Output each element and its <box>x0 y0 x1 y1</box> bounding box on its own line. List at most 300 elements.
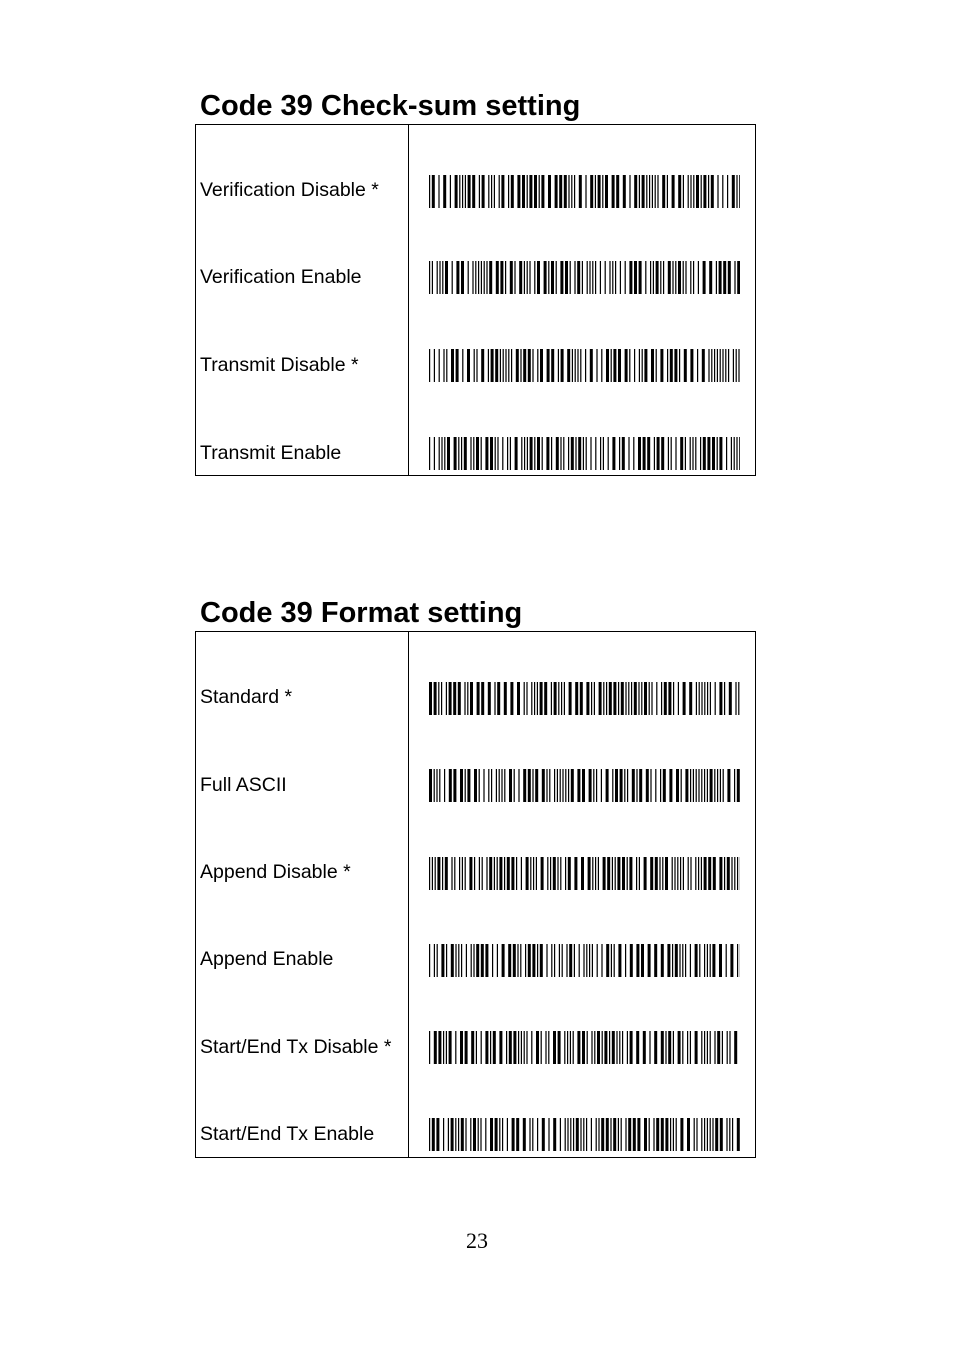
barcode-bar <box>701 1031 702 1064</box>
barcode-bar <box>464 437 467 470</box>
barcode-bar <box>621 682 624 715</box>
barcode-bar <box>568 769 569 802</box>
barcode-bar <box>568 175 569 208</box>
barcode-bar <box>511 857 514 890</box>
barcode-bar <box>618 1118 619 1151</box>
barcode-bar <box>663 769 666 802</box>
barcode-bar <box>567 349 570 382</box>
barcode-bar <box>672 175 675 208</box>
barcode-bar <box>551 437 552 470</box>
barcode-bar <box>497 857 498 890</box>
barcode-bar <box>733 349 734 382</box>
barcode-image[interactable] <box>429 175 740 208</box>
barcode-bar <box>595 437 596 470</box>
barcode-bar <box>660 261 661 294</box>
barcode-bar <box>644 682 647 715</box>
section-title-format: Code 39 Format setting <box>200 597 523 629</box>
barcode-bar <box>710 682 711 715</box>
barcode-bar <box>494 175 495 208</box>
barcode-bar <box>576 1118 579 1151</box>
barcode-bar <box>520 349 521 382</box>
barcode-bar <box>717 349 718 382</box>
barcode-bar <box>603 857 606 890</box>
barcode-bar <box>469 857 472 890</box>
barcode-bar <box>739 175 740 208</box>
barcode-bar <box>723 261 726 294</box>
barcode-bar <box>601 349 602 382</box>
barcode-bar <box>499 1118 500 1151</box>
barcode-bar <box>638 682 639 715</box>
barcode-bar <box>618 944 621 977</box>
barcode-bar <box>565 857 566 890</box>
barcode-bar <box>572 349 573 382</box>
barcode-bar <box>534 437 535 470</box>
barcode-bar <box>722 1031 723 1064</box>
row-label: Transmit Disable * <box>200 354 359 376</box>
barcode-bar <box>591 1031 592 1064</box>
barcode-bar <box>619 437 620 470</box>
barcode-bar <box>553 857 556 890</box>
barcode-bar <box>488 349 489 382</box>
barcode-bar <box>633 1118 636 1151</box>
barcode-bar <box>587 1031 588 1064</box>
barcode-bar <box>680 857 681 890</box>
barcode-bar <box>473 437 474 470</box>
barcode-bar <box>451 1118 454 1151</box>
barcode-bar <box>710 1118 711 1151</box>
barcode-bar <box>628 1118 631 1151</box>
column-divider <box>408 632 409 1157</box>
barcode-bar <box>696 769 697 802</box>
barcode-bar <box>470 682 473 715</box>
barcode-image[interactable] <box>429 437 740 470</box>
barcode-bar <box>571 175 572 208</box>
barcode-bar <box>488 175 489 208</box>
barcode-bar <box>646 769 649 802</box>
barcode-bar <box>661 1118 664 1151</box>
barcode-bar <box>486 261 487 294</box>
barcode-bar <box>530 437 533 470</box>
barcode-bar <box>643 1031 646 1064</box>
barcode-bar <box>441 682 442 715</box>
barcode-bar <box>585 349 586 382</box>
barcode-bar <box>438 682 439 715</box>
barcode-bar <box>521 437 522 470</box>
barcode-bar <box>492 944 493 977</box>
barcode-bar <box>588 857 591 890</box>
barcode-bar <box>471 1031 474 1064</box>
barcode-bar <box>565 261 568 294</box>
barcode-bar <box>429 682 432 715</box>
barcode-bar <box>474 769 477 802</box>
barcode-bar <box>551 261 554 294</box>
barcode-bar <box>726 1118 727 1151</box>
barcode-bar <box>675 944 678 977</box>
barcode-bar <box>601 944 602 977</box>
barcode-bar <box>639 349 640 382</box>
barcode-bar <box>460 1031 463 1064</box>
barcode-bar <box>536 1031 539 1064</box>
barcode-bar <box>481 1031 482 1064</box>
barcode-bar <box>567 1031 568 1064</box>
barcode-bar <box>623 175 626 208</box>
barcode-bar <box>507 857 510 890</box>
barcode-bar <box>507 1118 508 1151</box>
barcode-bar <box>594 682 595 715</box>
row-label: Standard * <box>200 686 293 708</box>
barcode-bar <box>664 682 667 715</box>
barcode-bar <box>696 682 697 715</box>
barcode-bar <box>631 682 632 715</box>
barcode-bar <box>558 349 559 382</box>
barcode-bar <box>615 261 616 294</box>
barcode-bar <box>518 1031 519 1064</box>
barcode-bar <box>442 857 443 890</box>
barcode-bar <box>540 349 543 382</box>
checksum-settings-table <box>195 124 756 476</box>
barcode-bar <box>734 261 735 294</box>
barcode-bar <box>459 175 460 208</box>
barcode-bar <box>624 769 625 802</box>
barcode-bar <box>561 682 562 715</box>
barcode-bar <box>711 175 714 208</box>
barcode-bar <box>482 857 483 890</box>
barcode-bar <box>622 1031 623 1064</box>
barcode-bar <box>429 175 430 208</box>
barcode-bar <box>468 261 469 294</box>
barcode-bar <box>629 261 632 294</box>
barcode-bar <box>542 1118 545 1151</box>
barcode-bar <box>707 769 708 802</box>
barcode-bar <box>727 1031 728 1064</box>
barcode-bar <box>505 349 506 382</box>
barcode-bar <box>488 682 491 715</box>
barcode-bar <box>602 175 603 208</box>
barcode-bar <box>581 857 584 890</box>
barcode-bar <box>443 349 444 382</box>
barcode-bar <box>486 857 487 890</box>
barcode-bar <box>625 944 626 977</box>
barcode-bar <box>671 437 672 470</box>
barcode-bar <box>560 857 561 890</box>
barcode-bar <box>513 944 516 977</box>
barcode-bar <box>696 175 699 208</box>
barcode-bar <box>521 1031 522 1064</box>
barcode-bar <box>633 437 634 470</box>
barcode-bar <box>437 857 440 890</box>
barcode-bar <box>546 769 547 802</box>
barcode-bar <box>451 944 454 977</box>
barcode-bar <box>679 944 680 977</box>
barcode-bar <box>720 349 721 382</box>
barcode-bar <box>437 944 438 977</box>
barcode-bar <box>475 261 476 294</box>
barcode-bar <box>654 944 657 977</box>
barcode-bar <box>437 261 438 294</box>
barcode-bar <box>537 261 540 294</box>
barcode-bar <box>592 261 593 294</box>
barcode-bar <box>737 769 740 802</box>
barcode-bar <box>634 261 637 294</box>
barcode-bar <box>707 1118 708 1151</box>
barcode-bar <box>532 944 535 977</box>
barcode-bar <box>701 857 702 890</box>
barcode-bar <box>736 175 737 208</box>
page-number: 23 <box>466 1228 488 1253</box>
barcode-bar <box>628 437 629 470</box>
barcode-bar <box>523 769 526 802</box>
barcode-bar <box>574 175 575 208</box>
barcode-bar <box>678 682 679 715</box>
barcode-bar <box>719 944 722 977</box>
barcode-bar <box>722 175 723 208</box>
barcode-bar <box>537 944 538 977</box>
barcode-bar <box>542 437 543 470</box>
barcode-bar <box>558 1031 561 1064</box>
barcode-bar <box>726 437 727 470</box>
barcode-bar <box>496 769 497 802</box>
barcode-bar <box>727 175 728 208</box>
barcode-bar <box>609 1031 610 1064</box>
barcode-bar <box>687 1031 688 1064</box>
barcode-bar <box>446 682 447 715</box>
barcode-bar <box>700 437 701 470</box>
barcode-bar <box>601 1118 604 1151</box>
barcode-bar <box>553 1118 556 1151</box>
barcode-bar <box>710 769 713 802</box>
barcode-bar <box>557 857 558 890</box>
barcode-bar <box>456 261 459 294</box>
barcode-bar <box>636 769 637 802</box>
barcode-bar <box>579 944 580 977</box>
barcode-bar <box>532 1118 533 1151</box>
barcode-bar <box>461 261 464 294</box>
barcode-bar <box>683 175 684 208</box>
barcode-bar <box>449 682 452 715</box>
barcode-bar <box>649 1031 650 1064</box>
barcode-bar <box>439 769 440 802</box>
barcode-bar <box>730 944 733 977</box>
barcode-bar <box>491 349 494 382</box>
barcode-bar <box>608 437 609 470</box>
barcode-bar <box>593 769 594 802</box>
barcode-bar <box>534 175 537 208</box>
barcode-bar <box>598 857 599 890</box>
barcode-bar <box>657 175 658 208</box>
barcode-bar <box>528 769 531 802</box>
barcode-bar <box>595 175 596 208</box>
barcode-bar <box>432 857 433 890</box>
barcode-bar <box>562 769 563 802</box>
barcode-bar <box>695 437 696 470</box>
barcode-bar <box>461 1118 464 1151</box>
barcode-bar <box>439 437 440 470</box>
barcode-image[interactable] <box>429 1031 740 1064</box>
barcode-bar <box>590 437 591 470</box>
barcode-bar <box>443 1031 444 1064</box>
barcode-bar <box>453 682 456 715</box>
barcode-bar <box>661 1031 664 1064</box>
barcode-image[interactable] <box>429 261 740 294</box>
barcode-bar <box>455 175 458 208</box>
barcode-bar <box>537 682 538 715</box>
barcode-bar <box>736 349 737 382</box>
barcode-bar <box>609 261 610 294</box>
barcode-bar <box>676 769 679 802</box>
barcode-bar <box>731 857 732 890</box>
barcode-bar <box>625 682 626 715</box>
barcode-bar <box>729 682 732 715</box>
barcode-bar <box>629 175 630 208</box>
barcode-bar <box>485 1031 488 1064</box>
barcode-bar <box>589 261 590 294</box>
barcode-bar <box>704 682 705 715</box>
barcode-bar <box>682 1031 683 1064</box>
barcode-bar <box>559 944 560 977</box>
barcode-bar <box>656 682 657 715</box>
barcode-bar <box>636 944 639 977</box>
barcode-bar <box>612 261 613 294</box>
barcode-bar <box>521 857 522 890</box>
barcode-bar <box>532 349 533 382</box>
barcode-bar <box>728 349 729 382</box>
barcode-bar <box>644 857 647 890</box>
barcode-bar <box>683 682 686 715</box>
barcode-bar <box>669 769 672 802</box>
barcode-bar <box>504 682 507 715</box>
barcode-bar <box>568 857 571 890</box>
barcode-bar <box>586 682 589 715</box>
barcode-image[interactable] <box>429 944 740 977</box>
barcode-bar <box>673 682 674 715</box>
barcode-bar <box>435 857 436 890</box>
barcode-bar <box>429 769 432 802</box>
barcode-bar <box>473 1118 476 1151</box>
barcode-bar <box>639 769 642 802</box>
barcode-bar <box>690 437 691 470</box>
barcode-bar <box>516 857 517 890</box>
barcode-bar <box>587 261 588 294</box>
barcode-bar <box>580 682 583 715</box>
barcode-bar <box>665 1118 668 1151</box>
barcode-bar <box>726 944 727 977</box>
barcode-bar <box>712 1118 713 1151</box>
barcode-bar <box>596 349 597 382</box>
barcode-bar <box>429 349 430 382</box>
barcode-bar <box>697 349 698 382</box>
barcode-bar <box>514 261 515 294</box>
barcode-bar <box>429 437 430 470</box>
barcode-bar <box>578 437 581 470</box>
barcode-bar <box>675 261 676 294</box>
barcode-bar <box>434 349 435 382</box>
barcode-bar <box>472 261 473 294</box>
barcode-bar <box>556 261 557 294</box>
barcode-bar <box>695 1031 698 1064</box>
barcode-bar <box>458 437 459 470</box>
barcode-bar <box>636 1031 639 1064</box>
barcode-bar <box>678 1031 681 1064</box>
barcode-bar <box>451 857 452 890</box>
barcode-bar <box>719 261 722 294</box>
barcode-bar <box>511 349 512 382</box>
barcode-bar <box>723 769 724 802</box>
barcode-image[interactable] <box>429 769 740 802</box>
barcode-bar <box>489 261 492 294</box>
barcode-bar <box>537 437 540 470</box>
barcode-bar <box>684 349 687 382</box>
barcode-image[interactable] <box>429 349 740 382</box>
barcode-bar <box>460 769 463 802</box>
barcode-bar <box>690 769 691 802</box>
barcode-bar <box>612 1031 615 1064</box>
barcode-bar <box>674 349 677 382</box>
barcode-bar <box>505 261 506 294</box>
barcode-bar <box>628 682 629 715</box>
barcode-bar <box>569 682 572 715</box>
barcode-bar <box>634 349 635 382</box>
barcode-bar <box>595 261 596 294</box>
barcode-bar <box>520 944 521 977</box>
barcode-bar <box>565 769 566 802</box>
barcode-bar <box>650 769 651 802</box>
barcode-bar <box>582 1031 585 1064</box>
barcode-bar <box>531 1031 532 1064</box>
barcode-bar <box>586 437 587 470</box>
barcode-bar <box>573 1118 574 1151</box>
barcode-bar <box>526 682 527 715</box>
barcode-bar <box>597 944 598 977</box>
barcode-bar <box>465 857 466 890</box>
barcode-bar <box>648 944 651 977</box>
barcode-bar <box>476 437 479 470</box>
barcode-bar <box>499 1031 502 1064</box>
barcode-bar <box>478 261 479 294</box>
barcode-bar <box>455 944 456 977</box>
barcode-bar <box>711 349 712 382</box>
barcode-bar <box>586 1118 587 1151</box>
barcode-image[interactable] <box>429 1118 740 1151</box>
barcode-bar <box>672 857 673 890</box>
barcode-bar <box>690 857 691 890</box>
barcode-bar <box>443 175 446 208</box>
barcode-bar <box>553 1031 556 1064</box>
barcode-bar <box>606 1118 609 1151</box>
barcode-bar <box>571 437 574 470</box>
barcode-bar <box>630 1031 633 1064</box>
barcode-bar <box>537 1118 538 1151</box>
barcode-bar <box>667 349 668 382</box>
barcode-bar <box>468 175 471 208</box>
barcode-bar <box>672 944 673 977</box>
barcode-bar <box>555 175 558 208</box>
row-label: Append Disable * <box>200 861 351 883</box>
barcode-bar <box>689 682 692 715</box>
barcode-image[interactable] <box>429 857 740 890</box>
barcode-bar <box>611 349 612 382</box>
barcode-bar <box>605 175 608 208</box>
barcode-bar <box>703 261 706 294</box>
barcode-bar <box>661 944 664 977</box>
barcode-bar <box>522 175 525 208</box>
barcode-bar <box>707 437 710 470</box>
barcode-bar <box>641 682 642 715</box>
barcode-bar <box>678 261 681 294</box>
barcode-bar <box>540 944 543 977</box>
barcode-bar <box>617 857 620 890</box>
barcode-image[interactable] <box>429 682 740 715</box>
barcode-bar <box>488 769 489 802</box>
